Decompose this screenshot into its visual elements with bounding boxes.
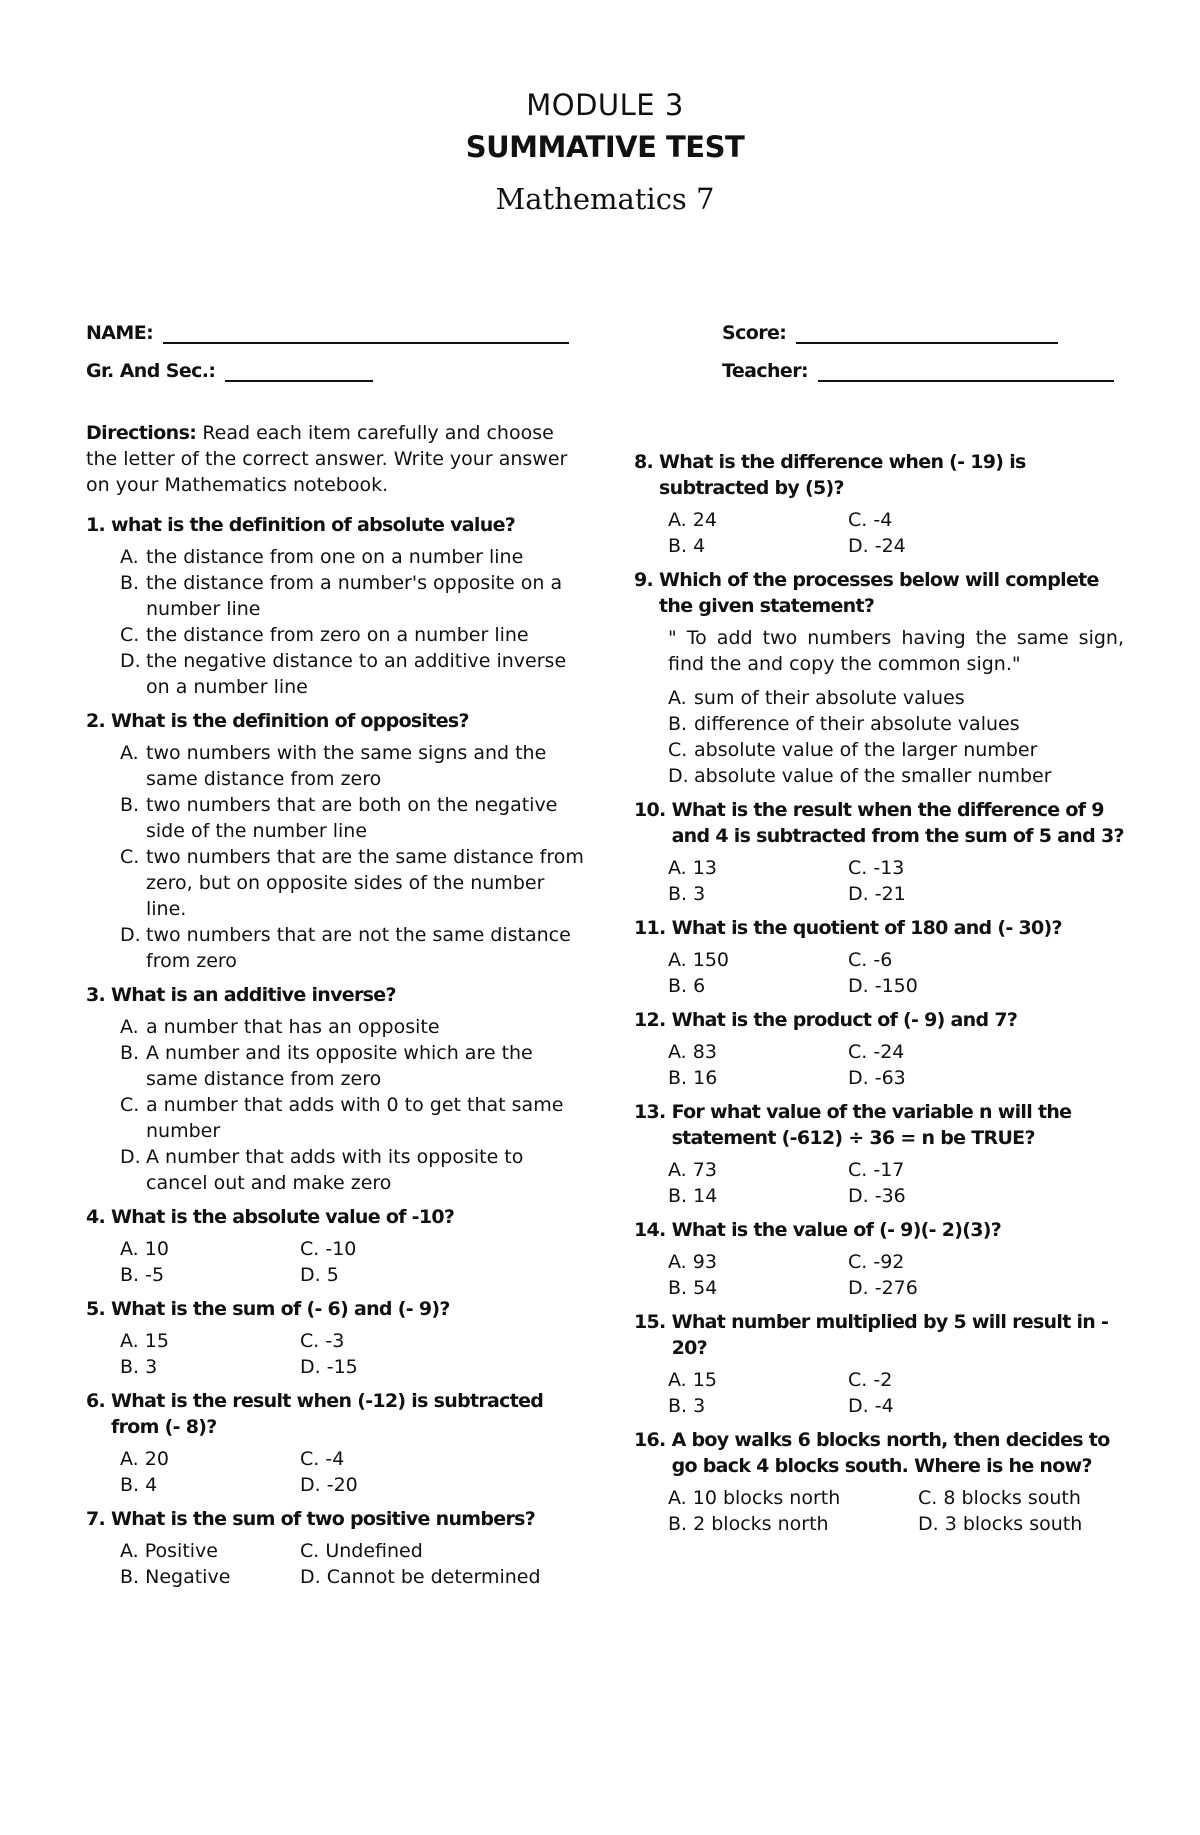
question-text (86, 512, 586, 538)
option-text: two numbers that are the same distance from zero, but on opposite sides of the number line. (146, 846, 584, 920)
teacher-label: Teacher: (722, 360, 808, 382)
answer-option[interactable]: D. -276 (848, 1277, 918, 1299)
question-text (86, 1388, 586, 1440)
answer-option[interactable]: D. 5 (300, 1264, 339, 1286)
answer-option[interactable] (120, 622, 586, 648)
answer-option[interactable]: A. 20 (120, 1448, 169, 1470)
option-text: the negative distance to an additive inverse on a number line (146, 650, 567, 698)
question-number: 1. (86, 514, 106, 536)
question-prompt: What is the difference when (- 19) is subtracted by (5)? (659, 451, 1026, 499)
answer-options (120, 1328, 586, 1380)
option-letter: A. (120, 546, 139, 568)
subject-title: Mathematics 7 (495, 182, 715, 216)
question-12 (634, 1007, 1124, 1091)
question-prompt: Which of the processes below will complete the given statement? (659, 569, 1099, 617)
option-letter: A. (668, 687, 687, 709)
question-5 (86, 1296, 586, 1380)
question-number: 9. (634, 569, 654, 591)
teacher-blank[interactable] (818, 360, 1114, 382)
answer-option[interactable]: B. 14 (668, 1185, 718, 1207)
option-letter: B. (120, 572, 140, 594)
question-text (86, 708, 586, 734)
question-text (634, 1427, 1124, 1479)
name-label: NAME: (86, 322, 154, 344)
question-number: 11. (634, 917, 666, 939)
option-text: two numbers that are both on the negative side of the number line (146, 794, 558, 842)
question-6 (86, 1388, 586, 1498)
answer-option[interactable]: B. 4 (120, 1474, 158, 1496)
question-text (86, 1204, 586, 1230)
answer-options (668, 1157, 1124, 1209)
question-prompt: What is the sum of (- 6) and (- 9)? (111, 1298, 450, 1320)
answer-option[interactable]: A. 13 (668, 857, 717, 879)
answer-option[interactable]: B. -5 (120, 1264, 165, 1286)
question-number: 3. (86, 984, 106, 1006)
question-text (634, 449, 1124, 501)
answer-option[interactable]: B. Negative (120, 1566, 231, 1588)
answer-option[interactable]: A. 93 (668, 1251, 717, 1273)
question-number: 2. (86, 710, 106, 732)
option-text: absolute value of the larger number (694, 739, 1038, 761)
left-column (86, 420, 586, 1598)
option-text: a number that adds with 0 to get that same number (146, 1094, 564, 1142)
answer-option[interactable] (668, 737, 1124, 763)
answer-options (668, 685, 1124, 789)
question-text (86, 1506, 586, 1532)
answer-option[interactable]: C. -13 (848, 857, 905, 879)
answer-options (668, 1367, 1124, 1419)
question-text (634, 915, 1124, 941)
score-field[interactable] (722, 322, 1058, 344)
answer-options (120, 1236, 586, 1288)
question-prompt: For what value of the variable n will the statement (-612) ÷ 36 = n be TRUE? (671, 1101, 1072, 1149)
answer-option[interactable]: D. -15 (300, 1356, 358, 1378)
question-number: 4. (86, 1206, 106, 1228)
answer-option[interactable] (120, 922, 586, 974)
question-prompt: What number multiplied by 5 will result in - 20? (671, 1311, 1109, 1359)
answer-option[interactable]: A. 10 (120, 1238, 169, 1260)
answer-option[interactable] (120, 844, 586, 922)
question-prompt: what is the definition of absolute value? (111, 514, 516, 536)
test-title: SUMMATIVE TEST (465, 130, 745, 164)
name-field[interactable] (86, 322, 569, 344)
answer-option[interactable] (120, 648, 586, 700)
question-2 (86, 708, 586, 974)
question-prompt: What is the value of (- 9)(- 2)(3)? (671, 1219, 1002, 1241)
option-text: sum of their absolute values (694, 687, 965, 709)
answer-option[interactable]: C. -24 (848, 1041, 905, 1063)
question-number: 8. (634, 451, 654, 473)
answer-option[interactable]: C. 8 blocks south (918, 1487, 1081, 1509)
option-letter: B. (120, 1042, 140, 1064)
directions-text: Read each item carefully and choose the letter of the correct answer. Write your answer on your Mathematics notebook. (86, 422, 568, 496)
answer-option[interactable]: A. 83 (668, 1041, 717, 1063)
question-prompt: What is the result when (-12) is subtracted from (- 8)? (111, 1390, 544, 1438)
answer-option[interactable]: A. 73 (668, 1159, 717, 1181)
option-letter: B. (668, 713, 688, 735)
answer-option[interactable] (120, 544, 586, 570)
question-prompt: A boy walks 6 blocks north, then decides to go back 4 blocks south. Where is he now? (671, 1429, 1110, 1477)
question-number: 10. (634, 799, 666, 821)
question-3 (86, 982, 586, 1196)
answer-option[interactable] (120, 792, 586, 844)
question-7 (86, 1506, 586, 1590)
answer-option[interactable]: A. 15 (668, 1369, 717, 1391)
question-number: 6. (86, 1390, 106, 1412)
option-text: the distance from zero on a number line (146, 624, 529, 646)
question-prompt: What is the result when the difference of 9 and 4 is subtracted from the sum of 5 and 3? (671, 799, 1124, 847)
answer-option[interactable]: B. 3 (120, 1356, 158, 1378)
answer-option[interactable]: D. -21 (848, 883, 906, 905)
section-field[interactable] (86, 360, 373, 382)
question-9 (634, 567, 1124, 789)
answer-option[interactable]: A. 10 blocks north (668, 1487, 841, 1509)
answer-options (120, 740, 586, 974)
answer-option[interactable] (120, 570, 586, 622)
option-text: difference of their absolute values (694, 713, 1020, 735)
answer-option[interactable]: C. -2 (848, 1369, 893, 1391)
answer-option[interactable] (668, 685, 1124, 711)
option-text: the distance from a number's opposite on a number line (146, 572, 563, 620)
right-column (634, 449, 1124, 1545)
question-number: 12. (634, 1009, 666, 1031)
question-prompt: What is the quotient of 180 and (- 30)? (671, 917, 1062, 939)
option-letter: D. (120, 924, 141, 946)
question-prompt: What is the product of (- 9) and 7? (671, 1009, 1018, 1031)
answer-option[interactable] (668, 763, 1124, 789)
question-prompt: What is the sum of two positive numbers? (111, 1508, 536, 1530)
question-text (634, 1309, 1124, 1361)
answer-option[interactable]: C. -4 (300, 1448, 345, 1470)
option-letter: D. (120, 650, 141, 672)
question-14 (634, 1217, 1124, 1301)
answer-option[interactable]: C. -6 (848, 949, 893, 971)
question-number: 13. (634, 1101, 666, 1123)
answer-option[interactable]: B. 4 (668, 535, 706, 557)
answer-option[interactable] (120, 1144, 586, 1196)
question-16 (634, 1427, 1124, 1537)
question-text (634, 1099, 1124, 1151)
section-blank[interactable] (225, 360, 373, 382)
question-15 (634, 1309, 1124, 1419)
answer-option[interactable]: D. Cannot be determined (300, 1566, 541, 1588)
answer-option[interactable]: B. 2 blocks north (668, 1513, 829, 1535)
question-number: 14. (634, 1219, 666, 1241)
question-number: 7. (86, 1508, 106, 1530)
question-11 (634, 915, 1124, 999)
question-text (634, 1217, 1124, 1243)
answer-option[interactable]: A. Positive (120, 1540, 218, 1562)
answer-options (120, 1446, 586, 1498)
test-header (0, 88, 1200, 216)
score-label: Score: (722, 322, 787, 344)
option-letter: B. (120, 794, 140, 816)
score-blank[interactable] (796, 322, 1058, 344)
answer-option[interactable]: D. -150 (848, 975, 918, 997)
answer-option[interactable]: C. -92 (848, 1251, 905, 1273)
option-text: absolute value of the smaller number (694, 765, 1052, 787)
teacher-field[interactable] (722, 360, 1114, 382)
option-text: the distance from one on a number line (146, 546, 524, 568)
option-letter: C. (120, 1094, 140, 1116)
question-text (634, 797, 1124, 849)
answer-option[interactable] (120, 1040, 586, 1092)
question-number: 16. (634, 1429, 666, 1451)
option-letter: A. (120, 742, 139, 764)
option-text: a number that has an opposite (146, 1016, 440, 1038)
answer-option[interactable]: D. -36 (848, 1185, 906, 1207)
answer-option[interactable]: C. -10 (300, 1238, 357, 1260)
name-blank[interactable] (163, 322, 569, 344)
question-1 (86, 512, 586, 700)
answer-option[interactable]: C. -4 (848, 509, 893, 531)
option-text: A number that adds with its opposite to cancel out and make zero (146, 1146, 524, 1194)
directions (86, 420, 586, 498)
question-statement: " To add two numbers having the same sign, find the and copy the common sign." (668, 627, 1124, 675)
option-letter: C. (120, 624, 140, 646)
answer-option[interactable]: C. -17 (848, 1159, 905, 1181)
answer-option[interactable]: D. -63 (848, 1067, 906, 1089)
question-text (86, 982, 586, 1008)
option-letter: C. (668, 739, 688, 761)
option-text: A number and its opposite which are the same distance from zero (146, 1042, 533, 1090)
answer-option[interactable]: C. Undefined (300, 1540, 423, 1562)
option-letter: A. (120, 1016, 139, 1038)
answer-options (668, 855, 1124, 907)
directions-label: Directions: (86, 422, 197, 444)
module-label: MODULE 3 (526, 88, 684, 122)
answer-option[interactable]: B. 3 (668, 883, 706, 905)
answer-option[interactable] (120, 740, 586, 792)
answer-option[interactable] (120, 1092, 586, 1144)
answer-option[interactable]: D. -4 (848, 1395, 894, 1417)
answer-option[interactable] (668, 711, 1124, 737)
question-8 (634, 449, 1124, 559)
answer-option[interactable]: B. 3 (668, 1395, 706, 1417)
question-13 (634, 1099, 1124, 1209)
question-number: 5. (86, 1298, 106, 1320)
question-text (634, 1007, 1124, 1033)
answer-option[interactable]: C. -3 (300, 1330, 345, 1352)
answer-option[interactable]: D. 3 blocks south (918, 1513, 1083, 1535)
answer-option[interactable]: D. -20 (300, 1474, 358, 1496)
option-text: two numbers that are not the same distance from zero (146, 924, 571, 972)
answer-options (120, 1538, 586, 1590)
answer-option[interactable]: D. -24 (848, 535, 906, 557)
option-letter: C. (120, 846, 140, 868)
answer-options (120, 544, 586, 700)
answer-options (668, 1485, 1124, 1537)
answer-options (668, 1039, 1124, 1091)
answer-options (668, 1249, 1124, 1301)
option-text: two numbers with the same signs and the same distance from zero (146, 742, 547, 790)
answer-option[interactable]: A. 15 (120, 1330, 169, 1352)
question-prompt: What is the definition of opposites? (111, 710, 469, 732)
question-10 (634, 797, 1124, 907)
question-text (86, 1296, 586, 1322)
question-4 (86, 1204, 586, 1288)
question-text (634, 567, 1124, 619)
answer-option[interactable]: A. 150 (668, 949, 730, 971)
answer-options (120, 1014, 586, 1196)
question-prompt: What is the absolute value of -10? (111, 1206, 455, 1228)
question-prompt: What is an additive inverse? (111, 984, 396, 1006)
answer-option[interactable]: B. 54 (668, 1277, 718, 1299)
answer-options (668, 947, 1124, 999)
question-number: 15. (634, 1311, 666, 1333)
section-label: Gr. And Sec.: (86, 360, 216, 382)
option-letter: D. (668, 765, 689, 787)
answer-option[interactable]: B. 16 (668, 1067, 718, 1089)
answer-option[interactable] (120, 1014, 586, 1040)
answer-option[interactable]: B. 6 (668, 975, 706, 997)
answer-option[interactable]: A. 24 (668, 509, 717, 531)
answer-options (668, 507, 1124, 559)
option-letter: D. (120, 1146, 141, 1168)
